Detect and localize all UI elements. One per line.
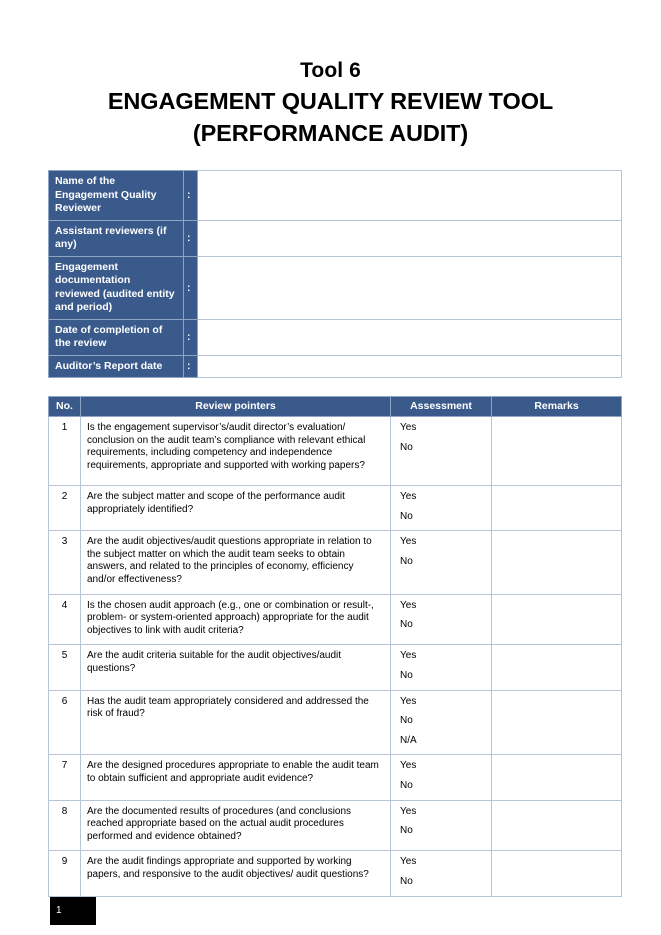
table-row [49,594,622,645]
title-main: ENGAGEMENT QUALITY REVIEW TOOL [107,88,554,114]
engagement-info-body [49,171,622,378]
info-row-reviewer-name [49,171,622,221]
review-pointers-table [48,396,622,897]
info-label: Assistant reviewers (if any) [49,220,184,256]
assessment-option-no[interactable]: No [400,875,413,887]
row-review-pointer: Are the audit objectives/audit questions appropriate in relation to the subject matter on which the audit team seeks to obtain answers, and related to the principles of economy, efficiency and/or effectiveness? [81,531,391,594]
row-assessment-options [391,486,492,531]
column-header-remarks: Remarks [492,397,622,417]
info-label: Name of the Engagement Quality Reviewer [49,171,184,221]
row-remarks-field[interactable] [492,690,622,755]
assessment-option-no[interactable]: No [400,441,413,453]
row-remarks-field[interactable] [492,486,622,531]
assessment-option-yes[interactable]: Yes [400,650,417,662]
info-row-completion-date [49,319,622,355]
row-remarks-field[interactable] [492,645,622,690]
row-assessment-options [391,800,492,851]
assessment-option-yes[interactable]: Yes [400,695,417,707]
info-label: Auditor’s Report date [49,355,184,378]
table-row [49,417,622,486]
info-value-field[interactable] [198,220,622,256]
column-header-review-pointers: Review pointers [81,397,391,417]
row-review-pointer: Are the designed procedures appropriate to enable the audit team to obtain sufficient and appropriate audit evidence? [81,755,391,800]
info-colon: : [184,256,198,319]
title-tool-number: Tool 6 [300,59,361,82]
assessment-option-yes[interactable]: Yes [400,536,417,548]
info-row-documentation-reviewed [49,256,622,319]
info-value-field[interactable] [198,355,622,378]
row-remarks-field[interactable] [492,755,622,800]
row-assessment-options [391,690,492,755]
assessment-option-no[interactable]: No [400,619,413,631]
row-remarks-field[interactable] [492,531,622,594]
row-assessment-options [391,851,492,897]
table-row [49,755,622,800]
row-assessment-options [391,417,492,486]
row-number: 9 [49,851,81,897]
assessment-option-yes[interactable]: Yes [400,856,417,868]
row-assessment-options [391,645,492,690]
review-table-body [49,417,622,897]
review-table-header [49,397,622,417]
table-row [49,690,622,755]
info-label: Date of completion of the review [49,319,184,355]
info-colon: : [184,355,198,378]
assessment-option-no[interactable]: No [400,669,413,681]
title-subtitle: (PERFORMANCE AUDIT) [192,120,469,146]
row-remarks-field[interactable] [492,851,622,897]
page-title [0,56,661,149]
assessment-option-yes[interactable]: Yes [400,599,417,611]
assessment-option-no[interactable]: No [400,779,413,791]
row-number: 6 [49,690,81,755]
row-number: 1 [49,417,81,486]
assessment-option-no[interactable]: No [400,715,413,727]
assessment-option-yes[interactable]: Yes [400,491,417,502]
assessment-option-no[interactable]: No [400,825,413,837]
row-number: 4 [49,594,81,645]
assessment-option-yes[interactable]: Yes [400,760,417,772]
info-colon: : [184,220,198,256]
table-row [49,645,622,690]
info-row-report-date [49,355,622,378]
column-header-no: No. [49,397,81,417]
row-assessment-options [391,594,492,645]
row-remarks-field[interactable] [492,594,622,645]
row-number: 8 [49,800,81,851]
assessment-option-yes[interactable]: Yes [400,805,417,817]
row-review-pointer: Is the engagement supervisor’s/audit director’s evaluation/ conclusion on the audit team’s compliance with relevant ethical requirements, including competency and independence requirements, appropriate and supported with working papers? [81,417,391,486]
assessment-option-yes[interactable]: Yes [400,422,417,433]
row-review-pointer: Are the documented results of procedures (and conclusions reached appropriate based on the actual audit procedures performed and evidence obtained? [81,800,391,851]
assessment-option-no[interactable]: No [400,555,413,567]
row-remarks-field[interactable] [492,800,622,851]
page-number-badge: 1 [50,897,96,925]
info-colon: : [184,171,198,221]
row-review-pointer: Are the audit findings appropriate and supported by working papers, and responsive to the audit objectives/ audit questions? [81,851,391,897]
column-header-assessment: Assessment [391,397,492,417]
row-review-pointer: Are the subject matter and scope of the performance audit appropriately identified? [81,486,391,531]
assessment-option-no[interactable]: No [400,510,413,522]
table-row [49,851,622,897]
info-label: Engagement documentation reviewed (audited entity and period) [49,256,184,319]
table-row [49,486,622,531]
row-review-pointer: Is the chosen audit approach (e.g., one or combination or result-, problem- or system-oriented approach) appropriate for the audit objectives to link with audit criteria? [81,594,391,645]
engagement-info-table [48,170,622,378]
row-review-pointer: Has the audit team appropriately considered and addressed the risk of fraud? [81,690,391,755]
review-header-row [49,397,622,417]
assessment-option-na[interactable]: N/A [400,734,417,746]
row-number: 5 [49,645,81,690]
info-colon: : [184,319,198,355]
info-row-assistant-reviewers [49,220,622,256]
info-value-field[interactable] [198,171,622,221]
row-assessment-options [391,755,492,800]
row-number: 2 [49,486,81,531]
info-value-field[interactable] [198,256,622,319]
row-assessment-options [391,531,492,594]
table-row [49,531,622,594]
row-number: 3 [49,531,81,594]
table-row [49,800,622,851]
info-value-field[interactable] [198,319,622,355]
row-remarks-field[interactable] [492,417,622,486]
row-number: 7 [49,755,81,800]
row-review-pointer: Are the audit criteria suitable for the audit objectives/audit questions? [81,645,391,690]
